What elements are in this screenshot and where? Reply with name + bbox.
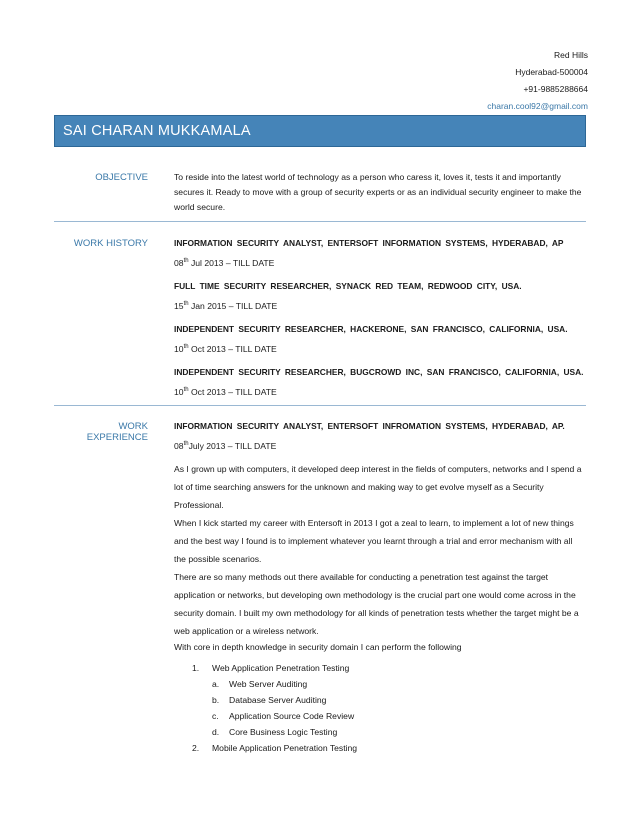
contact-block (487, 47, 588, 115)
job-date: 08thJuly 2013 – TILL DATE (174, 440, 277, 451)
list-item: b. Database Server Auditing (212, 695, 327, 705)
list-item: 1. Web Application Penetration Testing (192, 663, 350, 673)
job-title: FULL TIME SECURITY RESEARCHER, SYNACK RED TEAM, REDWOOD CITY, USA. (174, 281, 522, 291)
city-line: Hyderabad-500004 (515, 67, 588, 77)
name-banner (54, 115, 586, 147)
list-item: 2. Mobile Application Penetration Testing (192, 743, 358, 753)
job-date: 10th Oct 2013 – TILL DATE (174, 386, 277, 397)
list-item: d. Core Business Logic Testing (212, 727, 338, 737)
job-title: INDEPENDENT SECURITY RESEARCHER, BUGCROWD INC, SAN FRANCISCO, CALIFORNIA, USA. (174, 367, 584, 377)
candidate-name: SAI CHARAN MUKKAMALA (63, 123, 251, 139)
job-title: INFORMATION SECURITY ANALYST, ENTERSOFT INFROMATION SYSTEMS, HYDERABAD, AP. (174, 421, 565, 431)
objective-text: To reside into the latest world of technology as a person who caress it, loves it, tests it and importantly secures it. Ready to move with a group of security experts or as an individual security engineer to make the world secure. (174, 172, 582, 212)
list-item: a. Web Server Auditing (212, 679, 308, 689)
section-divider (54, 221, 586, 222)
phone-line: +91-9885288664 (523, 84, 588, 94)
experience-job (174, 420, 584, 453)
experience-paragraph: With core in depth knowledge in security domain I can perform the following (174, 642, 462, 652)
email-link[interactable]: charan.cool92@gmail.com (487, 101, 588, 111)
job-date: 10th Oct 2013 – TILL DATE (174, 343, 277, 354)
history-job (174, 280, 584, 313)
history-job (174, 323, 584, 356)
job-date: 08th Jul 2013 – TILL DATE (174, 257, 275, 268)
job-title: INFORMATION SECURITY ANALYST, ENTERSOFT INFORMATION SYSTEMS, HYDERABAD, AP (174, 238, 564, 248)
history-job (174, 366, 584, 399)
history-job (174, 237, 584, 270)
objective-label: OBJECTIVE (95, 172, 148, 183)
address-line: Red Hills (553, 50, 588, 60)
job-title: INDEPENDENT SECURITY RESEARCHER, HACKERONE, SAN FRANCISCO, CALIFORNIA, USA. (174, 324, 568, 334)
work-experience-label: WORK EXPERIENCE (86, 421, 148, 443)
experience-paragraph: There are so many methods out there available for conducting a penetration test against the target application or networks, but developing own methodology is the crucial part one would come across in the security domain. I built my own methodology for all kinds of penetration tests whether the target might be a web application or a wireless network. (174, 572, 579, 636)
experience-paragraph: When I kick started my career with Entersoft in 2013 I got a zeal to learn, to implement a lot of new things and the best way I found is to implement whatever you learnt through a trial and error mechanism with all the possible scenarios. (174, 518, 574, 564)
section-divider (54, 405, 586, 406)
list-item: c. Application Source Code Review (212, 711, 355, 721)
experience-paragraph: As I grown up with computers, it developed deep interest in the fields of computers, networks and I spend a lot of time searching answers for the unknown and making way to get evolve myself as a Security Professional. (174, 464, 582, 510)
work-history-label: WORK HISTORY (73, 238, 148, 249)
job-date: 15th Jan 2015 – TILL DATE (174, 300, 278, 311)
